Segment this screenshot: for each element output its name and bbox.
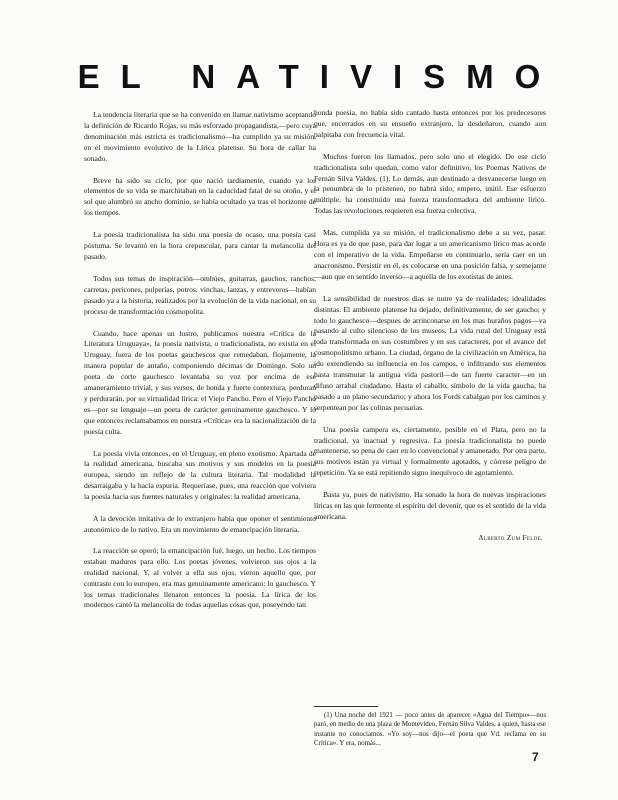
paragraph: Una poesía campera es, ciertamente, posible en el Plata, pero no la tradicional, ya inactual y regresiva. La poesía tradicionalista no puede mantenerse, so pena de caer en lo convencional y amanerado. Por otra parte, sus motivos están ya virtual y formalmente agotados, y córrese peligro de repetición. Ya se está repitiendo signo inequívoco de agotamiento. xyxy=(314,424,546,478)
paragraph: Muchos fueron los llamados, pero solo uno el elegido. De ese ciclo tradicionalista solo quedan, como valor definitivo, los Poemas Nativos de Fernán Silva Valdes. (1). Lo demás, aun destinado a desvanecerse luego en la penumbra de lo pristeneo, no habrá sido, empero, inútil. Ese esfuerzo múltiple, ha constituido una fuerza transformadora del ambiente lírico. Todas las revoluciones requieren esa fuerza colectiva. xyxy=(314,151,546,216)
page-number: 7 xyxy=(532,750,539,764)
footnote: (1) Una noche del 1921 — poco antes de aparecer «Agua del Tiempo»—nos paró, en medio de una plaza de Montevideo, Fernán Silva Valdes, a quien, hasta ese instante no conociamos. «Yo soy—nos dijo—el poeta que Vd. reclama en su Crítica». Y era, nomás... xyxy=(314,712,546,747)
paragraph: Basta ya, pues de nativismo. Ha sonado la hora de nuevas inspiraciones líricas en las que fermente el espíritu del devenir, que es el sentido de la vida americana. xyxy=(314,490,546,521)
paragraph: La tendencia literaria que se ha convenido en llamar nativismo aceptando la definición de Ricardo Rojas, su más esforzado propagandista,—pero cuya denominación más estricta es tradicionalismo—ha cumplido ya su misión, en el movimiento evolutivo de la Lírica platense. Su hora de callar ha sonado. xyxy=(84,110,316,163)
article-title: EL NATIVISMO xyxy=(77,58,562,95)
paragraph: Cuando, hace apenas un lustro, publicamos nuestra «Crítica de la Literatura Uruguaya», la poesía nativista, o tradicionalista, no existía en el Uruguay, fuera de los poetas gauchescos que remedaban, flojamente, la manera popular de antaño, componiendo décimas de Domingo. Solo un poeta de corte gauchesco levantaba su voz por encima de ese amaneramiento trivial, y sus versos, de honda y fuerte contextura, perduran y perdurarán, por su virtualidad lírica: el Viejo Pancho. Pero el Viejo Pancho es—por su lenguaje—un poeta de carácter genuinamente gauchesco. Y lo que entonces reclamabamos en nuestra «Crítica» era la nacionalización de la poesía culta. xyxy=(84,328,316,436)
paragraph: A la devoción imitativa de lo extranjero había que oponer el sentimiento autonómico de lo nativo. Era un movimiento de emancipación literaria. xyxy=(84,514,316,534)
paragraph: La sensibilidad de nuestros dias se nutre ya de realidades; idealidades distintas. El ambiente platense ha dejado, definitivamente, de ser gaucho; y todo lo gauchesco—despues de arrinconarse en los mas huraños pagos—va pasando al culto silencioso de los museos. La vida rural del Uruguay está toda transformada en sus costumbres y en sus caracteres, por el avance del cosmopolitismo urbano. La ciudad, órgano de la civilización en América, ha ido extendiendo su influencia en los campos, e infiltrando sus elementos hasta transmutar la antigua vida pastoril—de tan fuerte caracter—en un difuso arrabal ciudadano. Hasta el caballo, símbolo de la vida gaucha, ha pasado a un plano secundario; y ahora los Fords cabalgan por los caminos y serpentean por las colinas pecuarias. xyxy=(314,293,546,412)
right-column xyxy=(314,108,546,544)
paragraph: La reacción se operó; la emancipación fué, luego, un hecho. Los tiempos estaban maduros para ello. Los poetas jóvenes, volvieron sus ojos a la realidad nacional. Y, al volver a ella sus ojos, vieron aquello que, por contraste con lo europeo, era mas genuinamente americano: lo gauchesco. Y los temas tradicionales llenaron entonces la poesía. La lírica de los modernos cantó la melancolía de todas aquellas cosas que, poseyendo tan xyxy=(84,545,316,610)
author-signature: Alberto Zum Felde. xyxy=(478,532,543,542)
paragraph: Breve ha sido su ciclo, por que nació tardíamente, cuando ya los elementos de su vida se marchitaban en la caducidad fatal de su otoño, y el sol que alumbró su ancho dominio, se había ocultado ya tras el horizonte de los tiempos. xyxy=(84,175,316,218)
paragraph: La poesía tradicionalista ha sido una poesía de ocaso, una poesía casi póstuma. Se levantó en la hora crepuscular, para cantar la melancolía del pasado. xyxy=(84,230,316,261)
paragraph: Todos sus temas de inspiración—ombúes, guitarras, gauchos, ranchos, carretas, pericones, pulperías, potros, vinchas, lanzas, y entreveros—habían pasado ya a la historia, realizados por la evolución de la vida nacional, en su proceso de transformación cosmopolita. xyxy=(84,273,316,316)
left-column xyxy=(84,110,316,621)
paragraph: La poesía vivía entonces, en el Uruguay, en pleno exotismo. Apartada de la realidad americana, buscaba sus motivos y sus modelos en la poesía europea, siendo un reflejo de la cultura literaria. Tal modalidad la desarraigaba y la hacía espuria. Requeríase, pues, una reacción que volviera la poesía hacia sus fuentes naturales y originales: la realidad americana. xyxy=(84,448,316,502)
footnote-divider xyxy=(314,706,378,707)
paragraph: Mas, cumplida ya su misión, el tradicionalismo debe a su vez, pasar. Hora es ya de que pase, para dar lugar a un americanismo lírico mas acorde con el imperativo de la vida. Empeñarse en continuarlo, sería caer en un anacronismo. Persistir en él, es colocarse en una posición falsa, y semejante—aun que en sentido inverso—a aquella de los exotistas de antes. xyxy=(314,228,546,281)
paragraph: honda poesía, no había sido cantado hasta entonces por los predecesores que, encerrados en su ensueño extranjero, la desdeñaron, cuando aun palpitaba con frecuencia vital. xyxy=(314,108,546,139)
